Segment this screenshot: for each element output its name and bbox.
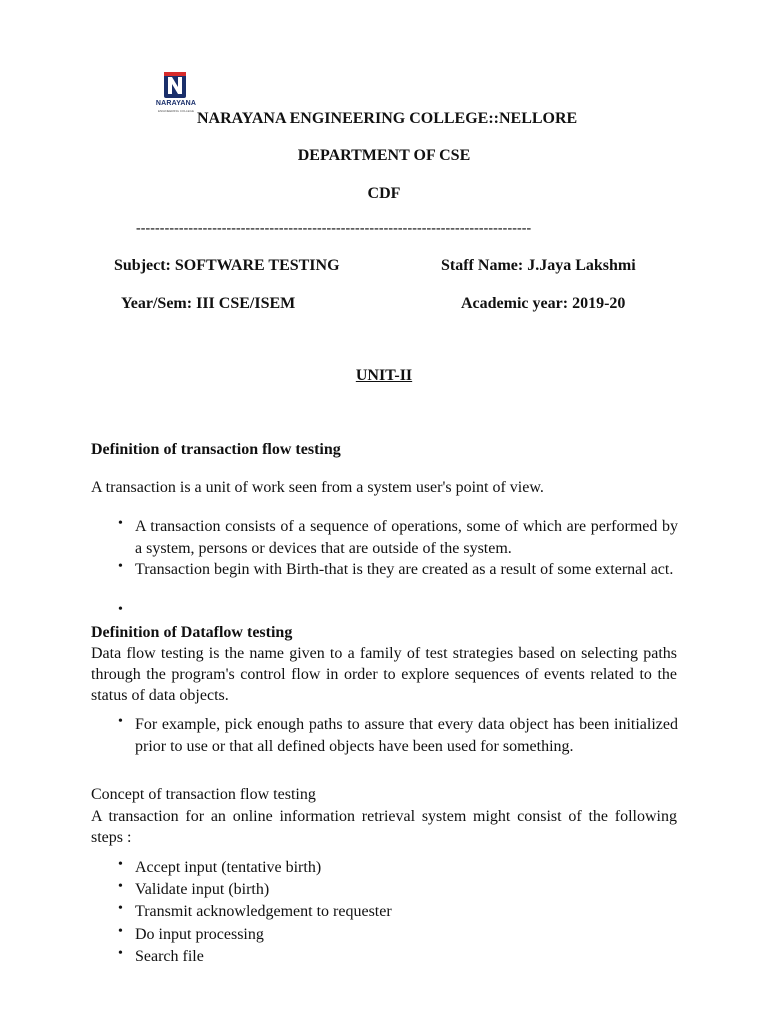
list-item-text: A transaction consists of a sequence of operations, some of which are performed by a system, persons or devices that are outside of the system. xyxy=(135,518,678,557)
bullet-icon: • xyxy=(118,924,123,939)
section-intro: A transaction is a unit of work seen from a system user's point of view. xyxy=(91,479,544,496)
bullet-icon: • xyxy=(118,714,123,729)
logo-tagline: ENGINEERING COLLEGE xyxy=(157,109,194,113)
list-item xyxy=(118,559,678,581)
bullet-icon: • xyxy=(118,602,123,617)
subject-label: Subject: SOFTWARE TESTING xyxy=(114,257,340,274)
bullet-icon: • xyxy=(118,559,123,574)
section-heading: Definition of Dataflow testing xyxy=(91,624,293,641)
list-item-text: Transmit acknowledgement to requester xyxy=(135,903,392,920)
list-item-text: Search file xyxy=(135,948,204,965)
list-item-text: Do input processing xyxy=(135,926,264,943)
list-item xyxy=(118,924,678,946)
list-item-text: Validate input (birth) xyxy=(135,881,270,898)
section-heading: Definition of transaction flow testing xyxy=(91,441,341,458)
bullet-icon: • xyxy=(118,879,123,894)
bullet-icon: • xyxy=(118,946,123,961)
logo-name: NARAYANA xyxy=(155,100,197,107)
section-body: A transaction for an online information retrieval system might consist of the following steps : xyxy=(91,808,677,846)
list-item-text: Accept input (tentative birth) xyxy=(135,859,322,876)
college-name: NARAYANA ENGINEERING COLLEGE::NELLORE xyxy=(197,110,578,127)
staff-name: Staff Name: J.Jaya Lakshmi xyxy=(441,257,636,274)
college-logo-icon xyxy=(164,72,186,98)
separator-rule: ----------------------------------------------------------------------------------- xyxy=(136,221,532,236)
unit-title: UNIT-II xyxy=(355,367,413,384)
year-sem: Year/Sem: III CSE/ISEM xyxy=(121,295,296,312)
academic-year: Academic year: 2019-20 xyxy=(461,295,626,312)
list-item xyxy=(118,879,678,901)
list-item-text: Transaction begin with Birth-that is they are created as a result of some external act. xyxy=(135,561,674,578)
list-item xyxy=(118,714,678,757)
list-item-text: For example, pick enough paths to assure that every data object has been initialized prior to use or that all defined objects have been used for something. xyxy=(135,716,678,755)
list-item xyxy=(118,946,678,968)
bullet-icon: • xyxy=(118,901,123,916)
bullet-icon: • xyxy=(118,516,123,531)
document-code: CDF xyxy=(367,185,401,202)
section-body: Data flow testing is the name given to a family of test strategies based on selecting paths through the program's control flow in order to explore sequences of events related to the status of data objects. xyxy=(91,645,677,704)
department-name: DEPARTMENT OF CSE xyxy=(297,147,471,164)
bullet-icon: • xyxy=(118,857,123,872)
college-logo xyxy=(150,72,202,118)
list-item xyxy=(118,901,678,923)
list-item xyxy=(118,857,678,879)
list-item xyxy=(118,516,678,559)
section-heading: Concept of transaction flow testing xyxy=(91,786,316,803)
